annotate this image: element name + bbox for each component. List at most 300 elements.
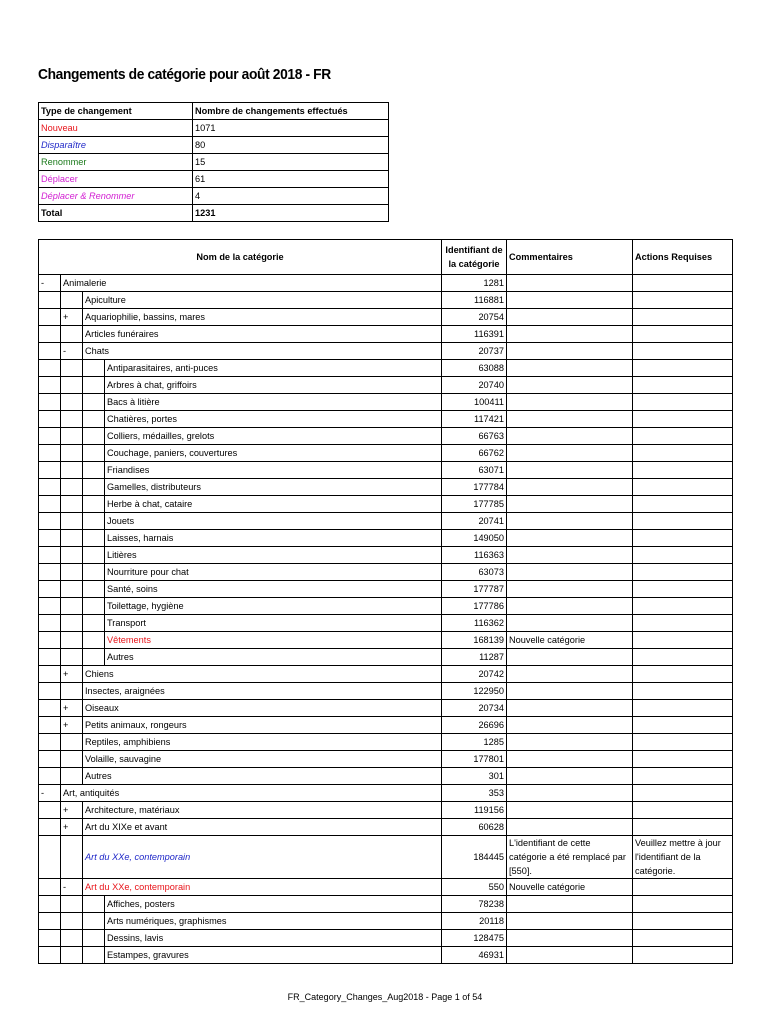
indent-cell <box>39 649 61 666</box>
category-comment <box>507 947 633 964</box>
row-toggle-marker <box>61 751 83 768</box>
category-comment <box>507 445 633 462</box>
summary-header-count: Nombre de changements effectués <box>193 103 389 120</box>
row-toggle-marker <box>83 632 105 649</box>
summary-type: Renommer <box>39 154 193 171</box>
category-id: 20742 <box>442 666 507 683</box>
category-name: Antiparasitaires, anti-puces <box>105 360 442 377</box>
category-comment <box>507 496 633 513</box>
category-name: Autres <box>83 768 442 785</box>
table-row <box>39 802 733 819</box>
category-action <box>633 632 733 649</box>
summary-row <box>39 154 389 171</box>
table-row <box>39 785 733 802</box>
category-id: 116881 <box>442 292 507 309</box>
category-id: 63073 <box>442 564 507 581</box>
category-name: Bacs à litière <box>105 394 442 411</box>
category-id: 1285 <box>442 734 507 751</box>
indent-cell <box>61 513 83 530</box>
category-comment <box>507 326 633 343</box>
row-toggle-marker[interactable]: - <box>39 785 61 802</box>
row-toggle-marker <box>83 513 105 530</box>
category-id: 168139 <box>442 632 507 649</box>
indent-cell <box>39 632 61 649</box>
category-id: 20754 <box>442 309 507 326</box>
category-id: 1281 <box>442 275 507 292</box>
table-row <box>39 666 733 683</box>
category-action <box>633 751 733 768</box>
category-comment <box>507 275 633 292</box>
table-row <box>39 913 733 930</box>
category-comment <box>507 683 633 700</box>
indent-cell <box>39 700 61 717</box>
category-id: 63071 <box>442 462 507 479</box>
category-name: Toilettage, hygiène <box>105 598 442 615</box>
category-action <box>633 428 733 445</box>
category-comment <box>507 666 633 683</box>
category-name: Friandises <box>105 462 442 479</box>
summary-row <box>39 205 389 222</box>
indent-cell <box>61 632 83 649</box>
summary-count: 15 <box>193 154 389 171</box>
row-toggle-marker[interactable]: + <box>61 309 83 326</box>
category-id: 100411 <box>442 394 507 411</box>
row-toggle-marker[interactable]: + <box>61 700 83 717</box>
indent-cell <box>39 292 61 309</box>
category-comment <box>507 479 633 496</box>
category-name: Laisses, harnais <box>105 530 442 547</box>
indent-cell <box>39 343 61 360</box>
row-toggle-marker <box>83 930 105 947</box>
indent-cell <box>61 598 83 615</box>
category-action <box>633 479 733 496</box>
indent-cell <box>39 819 61 836</box>
category-name: Arbres à chat, griffoirs <box>105 377 442 394</box>
category-id: 78238 <box>442 896 507 913</box>
table-row <box>39 768 733 785</box>
category-action <box>633 513 733 530</box>
summary-type: Déplacer & Renommer <box>39 188 193 205</box>
row-toggle-marker <box>83 377 105 394</box>
category-name: Litières <box>105 547 442 564</box>
table-row <box>39 326 733 343</box>
summary-table <box>38 102 389 222</box>
category-name: Art, antiquités <box>61 785 442 802</box>
indent-cell <box>61 896 83 913</box>
category-id: 20741 <box>442 513 507 530</box>
indent-cell <box>61 394 83 411</box>
category-id: 184445 <box>442 836 507 879</box>
category-name: Autres <box>105 649 442 666</box>
category-comment <box>507 360 633 377</box>
category-action <box>633 564 733 581</box>
summary-type: Total <box>39 205 193 222</box>
category-name: Reptiles, amphibiens <box>83 734 442 751</box>
category-action <box>633 802 733 819</box>
indent-cell <box>61 377 83 394</box>
table-header-row <box>39 240 733 275</box>
indent-cell <box>61 564 83 581</box>
row-toggle-marker <box>83 411 105 428</box>
category-comment <box>507 343 633 360</box>
indent-cell <box>39 564 61 581</box>
row-toggle-marker <box>83 947 105 964</box>
table-row <box>39 581 733 598</box>
category-action <box>633 785 733 802</box>
category-name: Insectes, araignées <box>83 683 442 700</box>
category-name: Transport <box>105 615 442 632</box>
category-action <box>633 683 733 700</box>
category-name: Jouets <box>105 513 442 530</box>
row-toggle-marker <box>61 292 83 309</box>
category-action <box>633 547 733 564</box>
table-row <box>39 615 733 632</box>
indent-cell <box>61 649 83 666</box>
indent-cell <box>39 479 61 496</box>
row-toggle-marker[interactable]: + <box>61 802 83 819</box>
summary-count: 1071 <box>193 120 389 137</box>
indent-cell <box>39 513 61 530</box>
category-name: Aquariophilie, bassins, mares <box>83 309 442 326</box>
category-action <box>633 896 733 913</box>
header-id: Identifiant de la catégorie <box>442 240 507 275</box>
indent-cell <box>61 462 83 479</box>
category-name: Gamelles, distributeurs <box>105 479 442 496</box>
indent-cell <box>61 913 83 930</box>
category-id: 116363 <box>442 547 507 564</box>
category-id: 20740 <box>442 377 507 394</box>
category-name: Nourriture pour chat <box>105 564 442 581</box>
indent-cell <box>39 462 61 479</box>
category-action <box>633 598 733 615</box>
indent-cell <box>61 615 83 632</box>
row-toggle-marker <box>83 479 105 496</box>
row-toggle-marker <box>83 649 105 666</box>
table-row <box>39 513 733 530</box>
table-row <box>39 683 733 700</box>
category-comment <box>507 581 633 598</box>
category-id: 66763 <box>442 428 507 445</box>
row-toggle-marker <box>61 768 83 785</box>
indent-cell <box>39 598 61 615</box>
table-row <box>39 564 733 581</box>
category-id: 301 <box>442 768 507 785</box>
indent-cell <box>39 879 61 896</box>
indent-cell <box>39 326 61 343</box>
table-row <box>39 751 733 768</box>
page-title: Changements de catégorie pour août 2018 - FR <box>38 66 331 83</box>
category-action <box>633 768 733 785</box>
table-row <box>39 700 733 717</box>
indent-cell <box>39 411 61 428</box>
category-action <box>633 530 733 547</box>
summary-row <box>39 171 389 188</box>
category-name: Volaille, sauvagine <box>83 751 442 768</box>
summary-count: 4 <box>193 188 389 205</box>
summary-count: 80 <box>193 137 389 154</box>
category-name: Herbe à chat, cataire <box>105 496 442 513</box>
table-row <box>39 649 733 666</box>
category-id: 177801 <box>442 751 507 768</box>
row-toggle-marker <box>83 496 105 513</box>
row-toggle-marker <box>83 530 105 547</box>
category-id: 20118 <box>442 913 507 930</box>
category-action <box>633 445 733 462</box>
category-comment <box>507 598 633 615</box>
table-row <box>39 632 733 649</box>
category-id: 177785 <box>442 496 507 513</box>
summary-type: Déplacer <box>39 171 193 188</box>
indent-cell <box>39 309 61 326</box>
category-action <box>633 360 733 377</box>
indent-cell <box>61 496 83 513</box>
category-name: Chatières, portes <box>105 411 442 428</box>
summary-row <box>39 137 389 154</box>
indent-cell <box>61 530 83 547</box>
row-toggle-marker <box>83 581 105 598</box>
indent-cell <box>39 836 61 879</box>
category-comment <box>507 547 633 564</box>
row-toggle-marker[interactable]: - <box>39 275 61 292</box>
category-id: 20734 <box>442 700 507 717</box>
category-action <box>633 394 733 411</box>
row-toggle-marker[interactable]: + <box>61 819 83 836</box>
category-id: 177787 <box>442 581 507 598</box>
category-id: 149050 <box>442 530 507 547</box>
row-toggle-marker <box>83 445 105 462</box>
table-row <box>39 879 733 896</box>
indent-cell <box>39 683 61 700</box>
row-toggle-marker <box>83 564 105 581</box>
table-row <box>39 462 733 479</box>
table-row <box>39 930 733 947</box>
category-comment <box>507 377 633 394</box>
category-id: 63088 <box>442 360 507 377</box>
category-action <box>633 930 733 947</box>
category-name: Arts numériques, graphismes <box>105 913 442 930</box>
table-row <box>39 734 733 751</box>
table-row <box>39 445 733 462</box>
indent-cell <box>61 947 83 964</box>
row-toggle-marker <box>83 547 105 564</box>
category-action <box>633 666 733 683</box>
indent-cell <box>39 547 61 564</box>
indent-cell <box>39 751 61 768</box>
category-comment <box>507 896 633 913</box>
row-toggle-marker <box>61 683 83 700</box>
category-table <box>38 239 733 964</box>
category-comment <box>507 930 633 947</box>
category-action <box>633 649 733 666</box>
category-action <box>633 343 733 360</box>
category-name: Santé, soins <box>105 581 442 598</box>
category-name: Art du XXe, contemporain <box>83 879 442 896</box>
category-id: 46931 <box>442 947 507 964</box>
row-toggle-marker <box>83 913 105 930</box>
category-comment <box>507 309 633 326</box>
table-row <box>39 717 733 734</box>
table-row <box>39 394 733 411</box>
category-action <box>633 377 733 394</box>
category-id: 550 <box>442 879 507 896</box>
category-name: Oiseaux <box>83 700 442 717</box>
category-comment <box>507 428 633 445</box>
category-action <box>633 292 733 309</box>
table-row <box>39 343 733 360</box>
category-id: 26696 <box>442 717 507 734</box>
category-comment <box>507 394 633 411</box>
indent-cell <box>61 930 83 947</box>
category-comment <box>507 292 633 309</box>
table-row <box>39 292 733 309</box>
indent-cell <box>39 768 61 785</box>
indent-cell <box>39 445 61 462</box>
category-comment <box>507 819 633 836</box>
category-name: Affiches, posters <box>105 896 442 913</box>
indent-cell <box>39 734 61 751</box>
category-name: Couchage, paniers, couvertures <box>105 445 442 462</box>
category-action <box>633 496 733 513</box>
category-action <box>633 326 733 343</box>
category-name: Animalerie <box>61 275 442 292</box>
category-name: Chats <box>83 343 442 360</box>
category-name: Art du XIXe et avant <box>83 819 442 836</box>
table-row <box>39 836 733 879</box>
table-row <box>39 598 733 615</box>
category-id: 117421 <box>442 411 507 428</box>
category-name: Art du XXe, contemporain <box>83 836 442 879</box>
category-comment <box>507 785 633 802</box>
summary-row <box>39 188 389 205</box>
category-comment <box>507 802 633 819</box>
table-row <box>39 411 733 428</box>
category-comment <box>507 615 633 632</box>
category-comment: L'identifiant de cette catégorie a été remplacé par [550]. <box>507 836 633 879</box>
row-toggle-marker <box>83 428 105 445</box>
category-comment <box>507 649 633 666</box>
row-toggle-marker <box>83 896 105 913</box>
table-row <box>39 819 733 836</box>
table-row <box>39 496 733 513</box>
row-toggle-marker <box>83 598 105 615</box>
category-action <box>633 734 733 751</box>
indent-cell <box>61 411 83 428</box>
category-action <box>633 581 733 598</box>
row-toggle-marker[interactable]: - <box>61 343 83 360</box>
category-action <box>633 947 733 964</box>
table-row <box>39 428 733 445</box>
indent-cell <box>61 428 83 445</box>
category-id: 66762 <box>442 445 507 462</box>
table-row <box>39 309 733 326</box>
category-comment: Nouvelle catégorie <box>507 632 633 649</box>
category-comment <box>507 913 633 930</box>
indent-cell <box>39 913 61 930</box>
indent-cell <box>61 547 83 564</box>
category-action <box>633 411 733 428</box>
category-comment <box>507 768 633 785</box>
indent-cell <box>39 360 61 377</box>
indent-cell <box>39 377 61 394</box>
header-comments: Commentaires <box>507 240 633 275</box>
category-comment <box>507 530 633 547</box>
indent-cell <box>39 496 61 513</box>
category-comment: Nouvelle catégorie <box>507 879 633 896</box>
summary-count: 1231 <box>193 205 389 222</box>
category-name: Articles funéraires <box>83 326 442 343</box>
table-row <box>39 947 733 964</box>
category-comment <box>507 734 633 751</box>
category-action <box>633 700 733 717</box>
category-id: 128475 <box>442 930 507 947</box>
category-name: Vêtements <box>105 632 442 649</box>
header-name: Nom de la catégorie <box>39 240 442 275</box>
indent-cell <box>39 615 61 632</box>
table-row <box>39 896 733 913</box>
category-comment <box>507 513 633 530</box>
category-comment <box>507 564 633 581</box>
table-row <box>39 547 733 564</box>
row-toggle-marker <box>61 326 83 343</box>
page-footer: FR_Category_Changes_Aug2018 - Page 1 of 54 <box>287 992 483 1002</box>
category-action <box>633 615 733 632</box>
indent-cell <box>39 428 61 445</box>
category-id: 177786 <box>442 598 507 615</box>
table-row <box>39 275 733 292</box>
category-comment <box>507 700 633 717</box>
category-action <box>633 275 733 292</box>
category-name: Apiculture <box>83 292 442 309</box>
row-toggle-marker <box>83 462 105 479</box>
indent-cell <box>39 581 61 598</box>
table-row <box>39 530 733 547</box>
row-toggle-marker[interactable]: + <box>61 717 83 734</box>
category-id: 122950 <box>442 683 507 700</box>
indent-cell <box>39 802 61 819</box>
category-comment <box>507 717 633 734</box>
table-row <box>39 360 733 377</box>
category-action <box>633 309 733 326</box>
table-row <box>39 377 733 394</box>
row-toggle-marker[interactable]: - <box>61 879 83 896</box>
category-comment <box>507 751 633 768</box>
indent-cell <box>39 896 61 913</box>
category-action <box>633 717 733 734</box>
indent-cell <box>39 947 61 964</box>
indent-cell <box>61 581 83 598</box>
indent-cell <box>61 360 83 377</box>
row-toggle-marker[interactable]: + <box>61 666 83 683</box>
category-name: Chiens <box>83 666 442 683</box>
summary-row <box>39 120 389 137</box>
category-action <box>633 462 733 479</box>
category-id: 20737 <box>442 343 507 360</box>
category-action <box>633 879 733 896</box>
category-name: Colliers, médailles, grelots <box>105 428 442 445</box>
indent-cell <box>39 666 61 683</box>
header-actions: Actions Requises <box>633 240 733 275</box>
category-name: Dessins, lavis <box>105 930 442 947</box>
indent-cell <box>61 445 83 462</box>
indent-cell <box>39 394 61 411</box>
category-name: Estampes, gravures <box>105 947 442 964</box>
indent-cell <box>39 717 61 734</box>
category-action <box>633 913 733 930</box>
summary-header-type: Type de changement <box>39 103 193 120</box>
category-id: 116391 <box>442 326 507 343</box>
category-id: 353 <box>442 785 507 802</box>
summary-count: 61 <box>193 171 389 188</box>
